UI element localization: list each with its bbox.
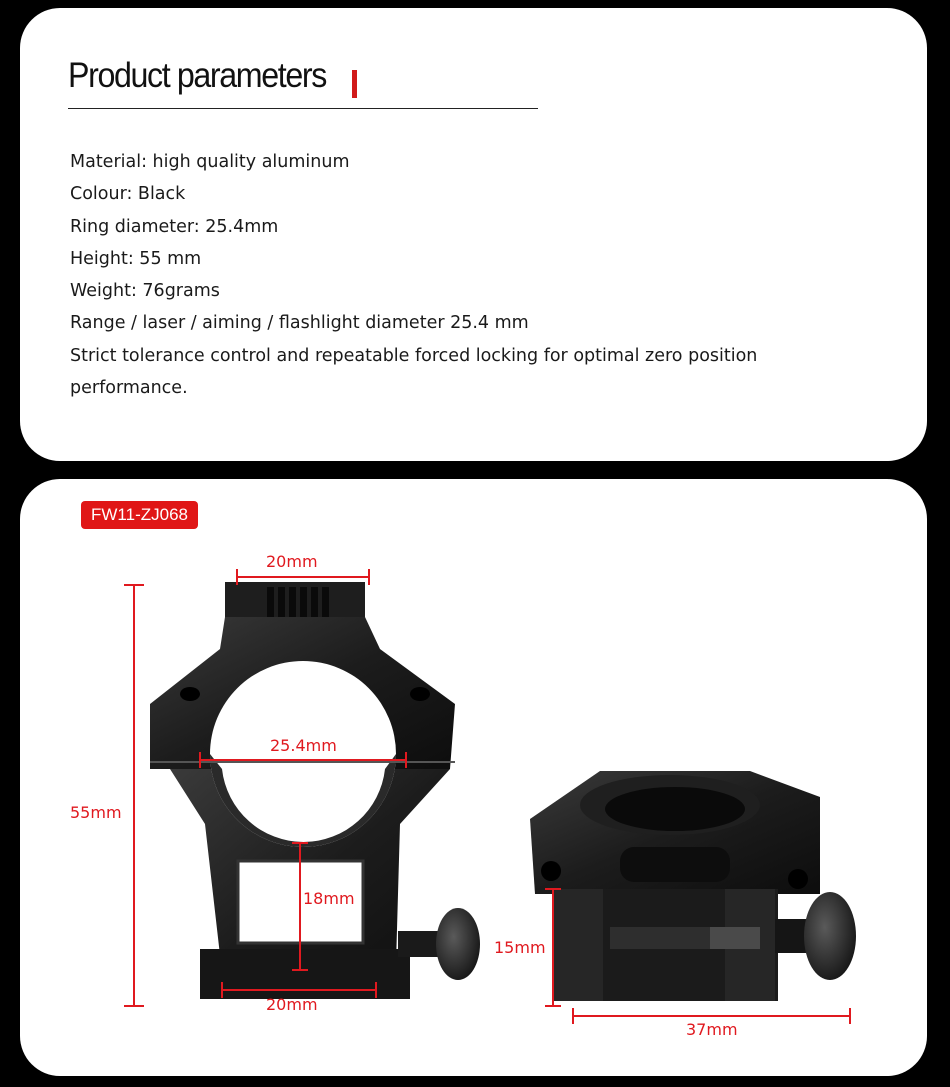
dim-base-width: 20mm [266,995,318,1014]
param-ring-diameter: Ring diameter: 25.4mm [70,216,279,237]
dim-height: 55mm [70,803,122,822]
dim-base-height: 15mm [494,938,546,957]
dim-ring-diameter: 25.4mm [270,736,337,755]
param-weight: Weight: 76grams [70,281,220,302]
param-tolerance: Strict tolerance control and repeatable forced locking for optimal zero position [70,345,758,366]
dim-window-height: 18mm [303,889,355,908]
section-title: Product parameters [68,56,326,95]
title-accent-bar [352,70,357,98]
model-badge: FW11-ZJ068 [81,501,198,529]
diagram-canvas [20,479,927,1076]
product-parameters-card [20,8,927,461]
param-tolerance-cont: performance. [70,378,188,399]
dim-base-length: 37mm [686,1020,738,1039]
param-material: Material: high quality aluminum [70,152,350,172]
param-height: Height: 55 mm [70,248,202,269]
param-range: Range / laser / aiming / flashlight diameter 25.4 mm [70,313,529,334]
dimension-diagram-card [20,479,927,1076]
title-underline [68,108,538,109]
scope-ring-side-view [530,771,856,1001]
scope-ring-front-view [150,582,480,999]
parameter-list [70,146,830,404]
param-colour: Colour: Black [70,184,186,205]
dim-top-rail-width: 20mm [266,552,318,571]
